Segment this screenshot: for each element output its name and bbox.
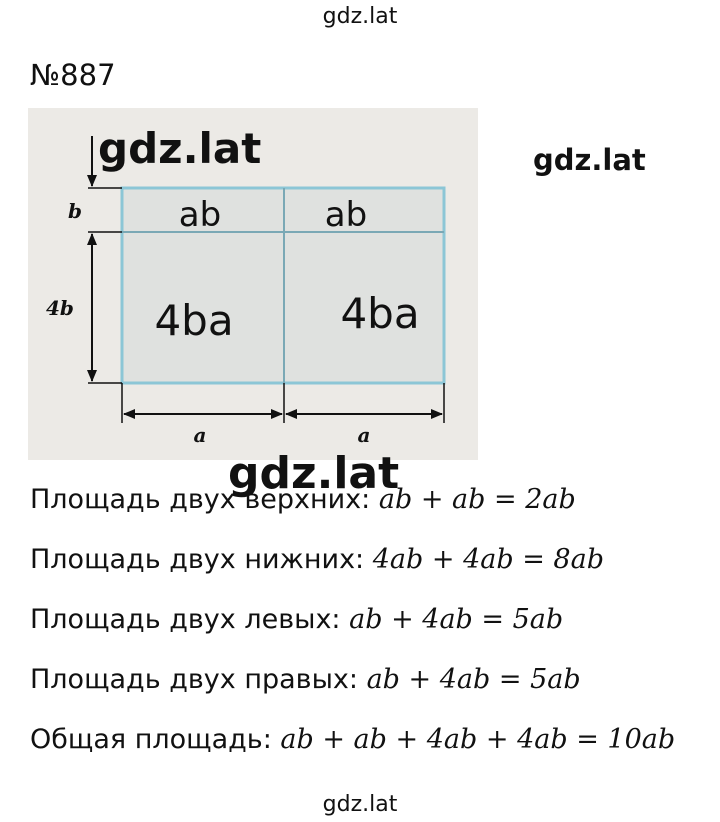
site-header: gdz.lat [322,4,398,29]
solution-expression: ab + 4ab = 5ab [366,664,581,695]
solution-expression: ab + 4ab = 5ab [349,604,564,635]
solution-label: Площадь двух нижних: [30,544,365,575]
solution-label: Площадь двух левых: [30,604,341,635]
label-a-left: a [193,423,207,447]
label-4b: 4b [46,296,74,320]
label-b: b [68,199,82,223]
cell-bottom-left: 4ba [154,296,234,345]
watermark-middle: gdz.lat [228,448,400,499]
solution-line-left [30,604,563,635]
cell-top-left: ab [178,195,222,235]
solution-expression: ab + ab = 2ab [378,484,576,515]
solution-label: Площадь двух правых: [30,664,358,695]
solution-line-bottom [30,544,604,575]
solution-expression: 4ab + 4ab = 8ab [372,544,604,575]
watermark-right: gdz.lat [533,143,646,177]
solution-line-total [30,724,675,755]
solution-label: Общая площадь: [30,724,272,755]
cell-top-right: ab [324,195,368,235]
cell-bottom-right: 4ba [340,289,420,338]
label-a-right: a [357,423,371,447]
watermark-figure: gdz.lat [98,124,262,173]
problem-number: №887 [30,58,116,92]
solution-line-top [30,484,576,515]
solution-expression: ab + ab + 4ab + 4ab = 10ab [280,724,676,755]
site-footer: gdz.lat [322,792,398,817]
solution-line-right [30,664,581,695]
solution-label: Площадь двух верхних: [30,484,371,515]
